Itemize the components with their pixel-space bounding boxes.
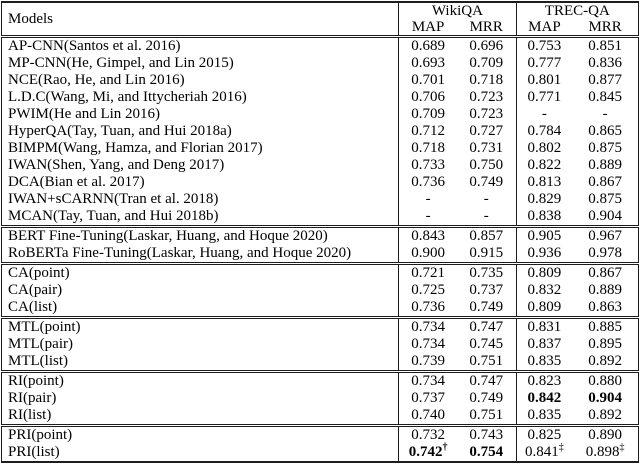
metric-cell: 0.749	[457, 390, 516, 407]
metric-cell: 0.843	[399, 227, 457, 246]
metric-cell: 0.895	[588, 336, 622, 352]
significance-marker: ‡	[558, 442, 564, 453]
table-row	[2, 336, 639, 353]
metric-cell: 0.725	[411, 282, 445, 298]
metric-cell: 0.831	[516, 318, 572, 337]
table-row	[2, 227, 639, 246]
metric-cell: 0.857	[457, 227, 516, 246]
model-cell: NCE(Rao, He, and Lin 2016)	[2, 72, 399, 89]
metric-cell: 0.712	[411, 123, 445, 139]
metric-cell: 0.693	[411, 55, 445, 71]
metric-cell: 0.696	[457, 37, 516, 56]
model-cell: BIMPM(Wang, Hamza, and Florian 2017)	[2, 140, 399, 157]
metric-cell: 0.885	[572, 318, 638, 337]
metric-cell: 0.745	[457, 336, 516, 353]
metric-cell: 0.718	[411, 140, 445, 156]
metric-cell: 0.739	[411, 353, 445, 369]
metric-cell: 0.753	[527, 38, 562, 54]
metric-cell: 0.898‡	[585, 442, 625, 460]
metric-cell: 0.829	[527, 191, 562, 207]
model-cell: RoBERTa Fine-Tuning(Laskar, Huang, and Hoque 2020)	[2, 245, 399, 264]
metric-cell: 0.721	[399, 264, 457, 283]
metric-cell: 0.904	[588, 390, 622, 406]
table-row	[2, 174, 639, 191]
model-cell: RI(point)	[2, 372, 399, 391]
metric-cell: 0.718	[457, 72, 516, 89]
metric-cell: 0.701	[411, 72, 445, 88]
metric-cell: -	[541, 106, 547, 122]
metric-cell: 0.835	[527, 407, 562, 423]
model-cell: CA(list)	[2, 299, 399, 318]
metric-cell: 0.813	[527, 174, 562, 190]
metric-cell: 0.747	[457, 372, 516, 391]
metric-cell: 0.837	[527, 336, 562, 352]
metric-cell: 0.706	[411, 89, 445, 105]
model-cell: PRI(point)	[2, 426, 399, 445]
metric-cell: 0.867	[572, 264, 638, 283]
metric-cell: 0.742†	[408, 442, 448, 460]
metric-cell: 0.825	[516, 426, 572, 445]
table-row	[2, 140, 639, 157]
metric-cell: 0.875	[588, 191, 622, 207]
trecqa-map-header: MAP	[528, 18, 561, 35]
metric-cell: -	[457, 191, 516, 208]
metric-cell: -	[425, 191, 431, 207]
metric-cell: 0.836	[588, 55, 622, 71]
metric-cell: 0.740	[411, 407, 445, 423]
model-cell: AP-CNN(Santos et al. 2016)	[2, 37, 399, 56]
trecqa-mrr-header: MRR	[588, 18, 622, 35]
significance-marker: †	[442, 442, 448, 453]
metric-cell: 0.734	[399, 318, 457, 337]
metric-cell: 0.727	[457, 123, 516, 140]
metric-cell: -	[602, 106, 608, 122]
metric-cell: 0.751	[457, 353, 516, 372]
model-cell: PWIM(He and Lin 2016)	[2, 106, 399, 123]
metric-cell: 0.734	[399, 372, 457, 391]
metric-cell: 0.731	[457, 140, 516, 157]
table-row	[2, 264, 639, 283]
metric-cell: 0.771	[527, 89, 562, 105]
metric-cell: 0.732	[399, 426, 457, 445]
metric-cell: 0.892	[588, 353, 622, 369]
metric-cell: -	[425, 208, 431, 224]
models-column-header: Models	[2, 2, 399, 37]
metric-cell: 0.735	[457, 264, 516, 283]
model-cell: RI(list)	[2, 407, 399, 426]
metric-cell: 0.802	[527, 140, 562, 156]
metric-cell: 0.889	[588, 157, 622, 173]
metric-cell: 0.809	[527, 299, 562, 315]
metric-cell: 0.801	[527, 72, 562, 88]
table-body	[2, 37, 639, 463]
trecqa-group-header: TREC-QA	[544, 2, 610, 19]
table-row	[2, 37, 639, 56]
metric-cell: 0.709	[411, 106, 445, 122]
metric-cell: 0.915	[457, 245, 516, 264]
table-row	[2, 390, 639, 407]
model-cell: L.D.C(Wang, Mi, and Ittycheriah 2016)	[2, 89, 399, 106]
metric-cell: 0.822	[527, 157, 562, 173]
table-row	[2, 123, 639, 140]
metric-cell: 0.754	[457, 444, 516, 462]
model-cell: IWAN(Shen, Yang, and Deng 2017)	[2, 157, 399, 174]
model-cell: RI(pair)	[2, 390, 399, 407]
model-cell: MTL(list)	[2, 353, 399, 372]
metric-cell: 0.743	[457, 426, 516, 445]
metric-cell: 0.875	[588, 140, 622, 156]
metric-cell: 0.733	[411, 157, 445, 173]
metric-cell: 0.978	[588, 245, 622, 261]
metric-cell: 0.749	[457, 174, 516, 191]
table-row	[2, 106, 639, 123]
metric-cell: 0.750	[457, 157, 516, 174]
wikiqa-map-header: MAP	[411, 18, 445, 35]
significance-marker: ‡	[619, 442, 625, 453]
results-table	[1, 1, 639, 463]
metric-cell: 0.867	[588, 174, 622, 190]
metric-cell: 0.734	[411, 336, 445, 352]
table-row	[2, 157, 639, 174]
table-row	[2, 72, 639, 89]
table-row	[2, 407, 639, 426]
table-row	[2, 245, 639, 264]
model-cell: MP-CNN(He, Gimpel, and Lin 2015)	[2, 55, 399, 72]
model-cell: MCAN(Tay, Tuan, and Hui 2018b)	[2, 208, 399, 227]
metric-cell: 0.737	[457, 282, 516, 299]
metric-cell: 0.838	[527, 208, 562, 224]
model-cell: CA(pair)	[2, 282, 399, 299]
table-row	[2, 318, 639, 337]
metric-cell: 0.751	[457, 407, 516, 426]
model-cell: IWAN+sCARNN(Tran et al. 2018)	[2, 191, 399, 208]
metric-cell: -	[457, 208, 516, 227]
table-row	[2, 191, 639, 208]
wikiqa-mrr-header: MRR	[457, 19, 516, 37]
metric-cell: 0.841‡	[525, 442, 564, 460]
metric-cell: 0.835	[527, 353, 562, 369]
metric-cell: 0.936	[527, 245, 562, 261]
metric-cell: 0.865	[588, 123, 622, 139]
metric-cell: 0.892	[588, 407, 622, 423]
metric-cell: 0.689	[411, 38, 445, 54]
metric-cell: 0.890	[572, 426, 638, 445]
model-cell: CA(point)	[2, 264, 399, 283]
model-cell: HyperQA(Tay, Tuan, and Hui 2018a)	[2, 123, 399, 140]
metric-cell: 0.823	[516, 372, 572, 391]
metric-cell: 0.905	[516, 227, 572, 246]
metric-cell: 0.842	[527, 390, 562, 406]
table-header	[2, 2, 639, 37]
metric-cell: 0.709	[457, 55, 516, 72]
table-row	[2, 282, 639, 299]
table-row	[2, 372, 639, 391]
model-cell: MTL(pair)	[2, 336, 399, 353]
metric-cell: 0.736	[411, 174, 445, 190]
metric-cell: 0.737	[411, 390, 445, 406]
metric-cell: 0.851	[588, 38, 622, 54]
metric-cell: 0.747	[457, 318, 516, 337]
metric-cell: 0.877	[588, 72, 622, 88]
table-row	[2, 353, 639, 372]
metric-cell: 0.832	[527, 282, 562, 298]
model-cell: PRI(list)	[2, 444, 399, 462]
header-group-row	[2, 2, 639, 19]
metric-cell: 0.723	[457, 89, 516, 106]
metric-cell: 0.749	[457, 299, 516, 318]
table-row	[2, 89, 639, 106]
model-cell: MTL(point)	[2, 318, 399, 337]
metric-cell: 0.880	[572, 372, 638, 391]
metric-cell: 0.723	[457, 106, 516, 123]
metric-cell: 0.736	[411, 299, 445, 315]
metric-cell: 0.845	[588, 89, 622, 105]
metric-cell: 0.900	[411, 245, 445, 261]
table-row	[2, 426, 639, 445]
table-row	[2, 208, 639, 227]
metric-cell: 0.863	[588, 299, 622, 315]
metric-cell: 0.809	[516, 264, 572, 283]
metric-cell: 0.784	[527, 123, 562, 139]
metric-cell: 0.967	[572, 227, 638, 246]
metric-cell: 0.777	[527, 55, 562, 71]
table-row	[2, 299, 639, 318]
metric-cell: 0.904	[588, 208, 622, 224]
model-cell: BERT Fine-Tuning(Laskar, Huang, and Hoque 2020)	[2, 227, 399, 246]
table-row	[2, 55, 639, 72]
table-row	[2, 444, 639, 462]
model-cell: DCA(Bian et al. 2017)	[2, 174, 399, 191]
wikiqa-group-header: WikiQA	[399, 2, 516, 19]
metric-cell: 0.889	[588, 282, 622, 298]
